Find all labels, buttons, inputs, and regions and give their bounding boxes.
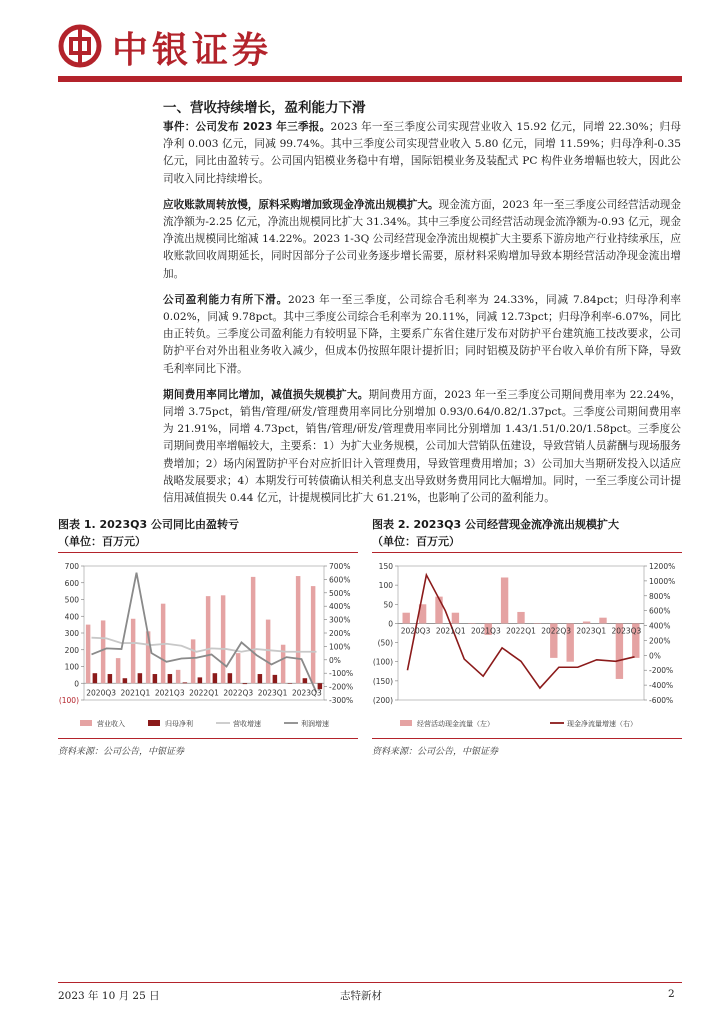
legend-swatch	[148, 720, 160, 726]
y-left-tick-label: 50	[383, 600, 393, 610]
header-rule	[58, 76, 682, 82]
bar-primary	[468, 623, 475, 624]
y-right-tick-label: -400%	[649, 681, 674, 691]
y-right-tick-label: 1200%	[649, 562, 676, 571]
bar-primary	[501, 577, 508, 623]
y-left-tick-label: 150	[378, 562, 393, 571]
page-header	[0, 0, 724, 90]
paragraph-body: 现金流方面，2023 年一至三季度公司经营活动现金流净额为-2.25 亿元，净流出规模同比扩大 31.34%。其中三季度公司经营活动现金流净额为-0.93 亿元，现金净流出规模同比缩减 14.22%。2023 1-3Q 公司经营现金净流出规模扩大主要系下游房地产行业持续承压，应收账款回收周期延长，同时因部分子公司业务逐步增长需要，原材料采购增加导致本期经营活动净现金流出增加。	[163, 198, 681, 280]
paragraph-lead: 期间费用率同比增加，减值损失规模扩大。	[163, 388, 369, 401]
x-tick-label: 2023Q3	[291, 688, 322, 698]
figure1-unit: （单位：百万元）	[58, 535, 146, 548]
y-left-tick-label: 100	[378, 581, 393, 591]
paragraph-expenses	[163, 387, 681, 507]
bar-primary	[599, 618, 606, 624]
legend-swatch	[400, 720, 412, 726]
x-tick-label: 2021Q1	[435, 626, 466, 636]
x-tick-label: 2021Q1	[120, 688, 151, 698]
figure1-source: 资料来源：公司公告，中银证券	[58, 747, 185, 757]
figure2-bottom-rule	[372, 738, 682, 739]
bar-primary	[116, 658, 121, 683]
bar-secondary	[213, 673, 218, 683]
figure2-title-text: 图表 2. 2023Q3 公司经营现金流净流出规模扩大	[372, 518, 619, 531]
bar-primary	[452, 613, 459, 624]
bar-primary	[101, 620, 106, 683]
figure2-unit: （单位：百万元）	[372, 535, 460, 548]
section-title: 一、营收持续增长，盈利能力下滑	[163, 100, 366, 116]
y-left-tick-label: 200	[64, 645, 79, 655]
footer-rule	[58, 982, 682, 983]
paragraph-profitability	[163, 292, 681, 378]
y-right-tick-label: 200%	[649, 636, 671, 646]
y-right-tick-label: 0%	[329, 655, 341, 665]
bar-secondary	[123, 678, 128, 683]
bar-secondary	[258, 674, 263, 683]
y-right-tick-label: -200%	[649, 666, 674, 676]
bar-secondary	[93, 673, 98, 683]
bar-primary	[296, 576, 301, 683]
y-left-tick-label: (100)	[372, 657, 393, 667]
y-right-tick-label: 500%	[329, 588, 351, 598]
bar-primary	[131, 619, 136, 683]
figure1-title-text: 图表 1. 2023Q3 公司同比由盈转亏	[58, 518, 239, 531]
legend-label: 现金净流量增速（右）	[567, 720, 637, 728]
bar-primary	[251, 577, 256, 683]
bar-secondary	[153, 674, 158, 683]
legend-label: 营收增速	[233, 720, 261, 728]
y-right-tick-label: 700%	[329, 562, 351, 571]
footer-company: 志特新材	[340, 990, 382, 1002]
y-left-tick-label: (100)	[58, 696, 79, 705]
x-tick-label: 2022Q3	[541, 626, 572, 636]
y-left-tick-label: (150)	[372, 676, 393, 686]
figure2-source: 资料来源：公司公告，中银证券	[372, 747, 499, 757]
x-tick-label: 2023Q1	[576, 626, 607, 636]
legend-swatch	[80, 720, 92, 726]
bar-secondary	[198, 677, 203, 683]
bar-primary	[206, 596, 211, 683]
y-left-tick-label: 0	[388, 619, 393, 629]
x-tick-label: 2023Q1	[257, 688, 288, 698]
bar-primary	[86, 625, 91, 684]
figure2-rule	[372, 552, 682, 553]
y-right-tick-label: 300%	[329, 615, 351, 625]
bar-secondary	[183, 682, 188, 683]
y-right-tick-label: -300%	[329, 696, 354, 705]
bar-primary	[236, 653, 241, 683]
bar-secondary	[288, 683, 293, 684]
y-left-tick-label: (50)	[377, 638, 393, 648]
bar-primary	[311, 586, 316, 683]
bar-primary	[221, 595, 226, 683]
y-left-tick-label: 100	[64, 662, 79, 672]
y-left-tick-label: 600	[64, 578, 79, 588]
bar-secondary	[243, 683, 248, 684]
x-tick-label: 2021Q3	[470, 626, 501, 636]
bar-primary	[534, 623, 541, 624]
legend-label: 营业收入	[97, 720, 125, 728]
x-tick-label: 2020Q3	[86, 688, 117, 698]
bar-primary	[191, 639, 196, 683]
x-tick-label: 2022Q3	[223, 688, 254, 698]
legend-label: 归母净利	[165, 720, 193, 728]
y-right-tick-label: -600%	[649, 696, 674, 705]
y-right-tick-label: 600%	[649, 606, 671, 616]
y-right-tick-label: -100%	[329, 669, 354, 679]
x-tick-label: 2022Q1	[189, 688, 219, 698]
y-right-tick-label: 400%	[329, 602, 351, 612]
bar-primary	[176, 670, 181, 683]
bar-secondary	[138, 673, 143, 683]
y-left-tick-label: (200)	[372, 696, 393, 705]
bar-secondary	[108, 674, 113, 683]
bar-secondary	[273, 675, 278, 683]
bar-secondary	[168, 674, 173, 683]
footer-date: 2023 年 10 月 25 日	[58, 990, 160, 1002]
bar-primary	[266, 620, 271, 684]
figure2-title	[372, 516, 619, 550]
paragraph-lead: 公司盈利能力有所下滑。	[163, 293, 288, 306]
bar-primary	[583, 622, 590, 624]
brand-name: 中银证券	[112, 30, 273, 71]
y-left-tick-label: 300	[64, 629, 79, 638]
paragraph-lead: 应收账款周转放慢，原料采购增加致现金净流出规模扩大。	[163, 198, 439, 211]
bar-primary	[435, 597, 442, 624]
paragraph-event	[163, 119, 681, 188]
paragraph-body: 2023 年一至三季度，公司综合毛利率为 24.33%，同减 7.84pct；归母净利率 0.02%，同减 9.78pct。其中三季度公司综合毛利率为 20.11%，同减 12.73pct；归母净利率-6.07%，同比由正转负。三季度公司盈利能力有较明显下降，主要系广东省住建厅发布对防护平台建筑施工技改要求，公司防护平台对外出租业务收入减少，但成本仍按照年限计提折旧；同时铝模及防护平台收入单价有所下降，导致毛利率同比下滑。	[163, 293, 681, 375]
paragraph-lead: 事件：公司发布 2023 年三季报。	[163, 121, 331, 133]
bank-of-china-logo-icon	[58, 24, 102, 68]
y-right-tick-label: 1000%	[649, 576, 676, 586]
y-right-tick-label: 800%	[649, 591, 671, 601]
y-right-tick-label: 200%	[329, 629, 351, 638]
legend-label: 经营活动现金流量（左）	[417, 720, 494, 728]
body-text	[163, 119, 681, 516]
figure2-chart	[372, 558, 682, 734]
y-right-tick-label: 600%	[329, 575, 351, 585]
x-tick-label: 2022Q1	[506, 626, 536, 636]
bar-secondary	[228, 673, 233, 683]
figure1-rule	[58, 552, 358, 553]
bar-secondary	[303, 678, 308, 683]
paragraph-cashflow	[163, 197, 681, 283]
bar-primary	[517, 612, 524, 623]
paragraph-body: 期间费用方面，2023 年一至三季度公司期间费用率为 22.24%，同增 3.75pct，销售/管理/研发/管理费用率同比分别增加 0.93/0.64/0.82/1.37pct。三季度公司期间费用率为 21.91%，同增 4.73pct，销售/管理/研发/管理费用率同比分别增加 1.43/1.51/0.20/1.58pct。三季度公司期间费用率增幅较大，主要系：1）为扩大业务规模，公司加大营销队伍建设，导致营销人员薪酬与现场服务费增加；2）场内闲置防护平台对应折旧计入管理费用，导致管理费用增加；3）公司加大当期研发投入以适应战略发展要求；4）本期发行可转债确认相关利息支出导致财务费用同比大幅增加。同时，一至三季度公司计提信用减值损失 0.44 亿元，计提规模同比扩大 61.21%，也影响了公司的盈利能力。	[163, 388, 682, 505]
y-left-tick-label: 700	[64, 562, 79, 571]
x-tick-label: 2020Q3	[400, 626, 431, 636]
figure1-title	[58, 516, 239, 550]
y-right-tick-label: 0%	[649, 651, 661, 661]
figure1-bottom-rule	[58, 738, 358, 739]
y-left-tick-label: 400	[64, 612, 79, 622]
y-left-tick-label: 0	[74, 679, 79, 689]
x-tick-label: 2023Q3	[611, 626, 642, 636]
y-left-tick-label: 500	[64, 595, 79, 605]
y-right-tick-label: 100%	[329, 642, 351, 652]
footer-page-number: 2	[668, 988, 675, 1000]
x-tick-label: 2021Q3	[154, 688, 185, 698]
bar-primary	[403, 613, 410, 624]
legend-label: 利润增速	[301, 720, 329, 728]
paragraph-body: 2023 年一至三季度公司实现营业收入 15.92 亿元，同增 22.30%；归母净利 0.003 亿元，同减 99.74%。其中三季度公司实现营业收入 5.80 亿元，同增 11.59%；归母净利-0.35 亿元，同比由盈转亏。公司国内铝模业务稳中有增，国际铝模业务及装配式 PC 构件业务增幅也较大，因此公司收入同比持续增长。	[163, 121, 681, 185]
y-right-tick-label: -200%	[329, 682, 354, 692]
figure1-chart	[58, 558, 358, 734]
y-right-tick-label: 400%	[649, 621, 671, 631]
